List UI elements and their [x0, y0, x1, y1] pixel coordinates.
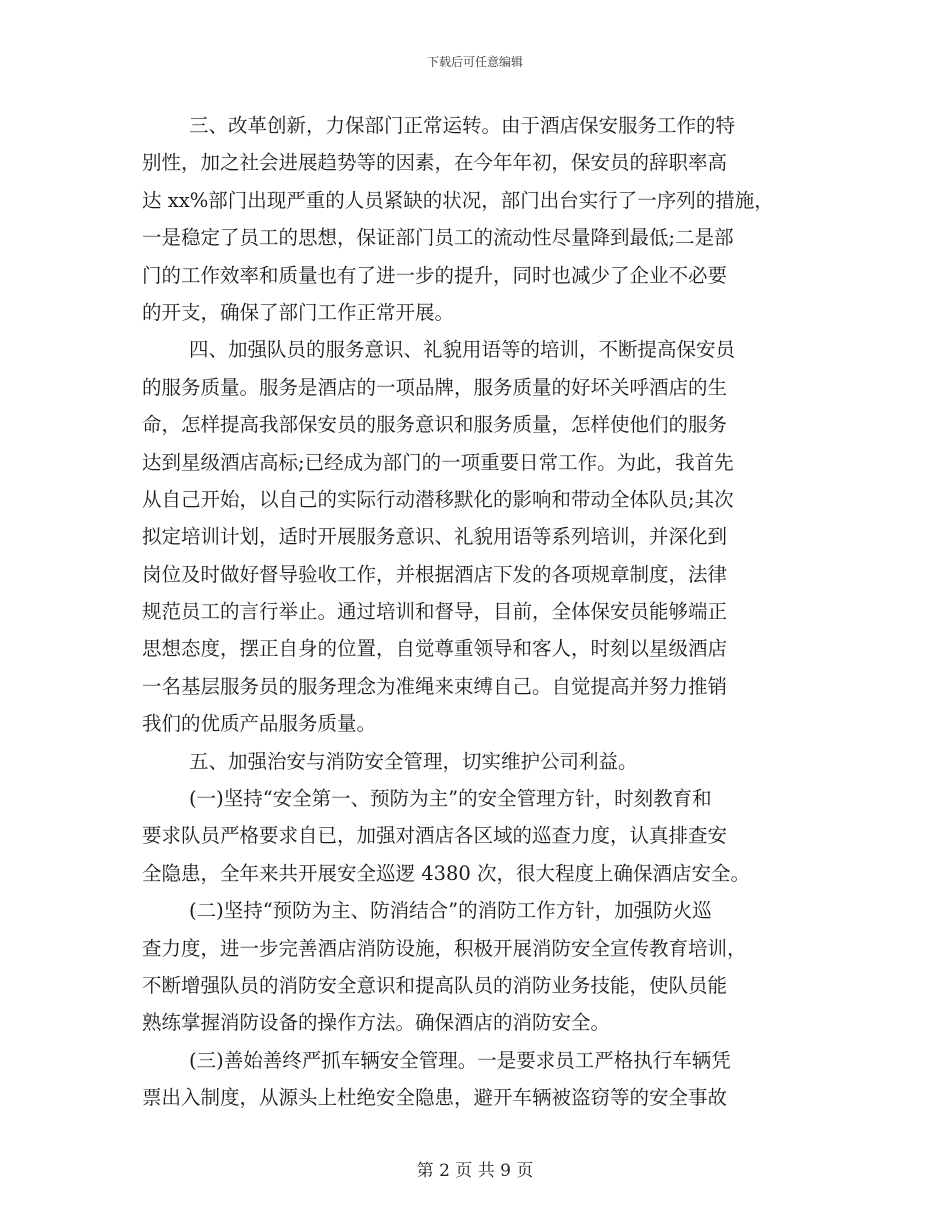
text-line: 全隐患，全年来共开展安全巡逻 4380 次，很大程度上确保酒店安全。 — [142, 861, 751, 885]
text-line: 别性，加之社会进展趋势等的因素，在今年年初，保安员的辞职率高 — [142, 151, 728, 175]
text-line: 不断增强队员的消防安全意识和提高队员的消防业务技能，使队员能 — [142, 973, 728, 997]
text-line: 岗位及时做好督导验收工作，并根据酒店下发的各项规章制度，法律 — [142, 562, 728, 586]
text-line: 门的工作效率和质量也有了进一步的提升，同时也减少了企业不必要 — [142, 263, 728, 287]
text-line: (二)坚持“预防为主、防消结合”的消防工作方针，加强防火巡 — [189, 899, 712, 923]
text-line: (三)善始善终严抓车辆安全管理。一是要求员工严格执行车辆凭 — [189, 1048, 731, 1072]
text-line: 的服务质量。服务是酒店的一项品牌，服务质量的好坏关呼酒店的生 — [142, 375, 728, 399]
page-footer: 第 2 页 共 9 页 — [416, 1161, 534, 1181]
page-header: 下载后可任意编辑 — [426, 55, 523, 69]
text-line: 查力度，进一步完善酒店消防设施，积极开展消防安全宣传教育培训， — [142, 936, 747, 960]
text-line: (一)坚持“安全第一、预防为主”的安全管理方针，时刻教育和 — [189, 787, 712, 811]
text-line: 一名基层服务员的服务理念为准绳来束缚自己。自觉提高并努力推销 — [142, 674, 728, 698]
text-line: 票出入制度，从源头上杜绝安全隐患，避开车辆被盗窃等的安全事故 — [142, 1086, 728, 1110]
text-line: 达到星级酒店高标;已经成为部门的一项重要日常工作。为此，我首先 — [142, 450, 734, 474]
text-line: 命，怎样提高我部保安员的服务意识和服务质量，怎样使他们的服务 — [142, 413, 728, 437]
text-line: 四、加强队员的服务意识、礼貌用语等的培训，不断提高保安员 — [189, 338, 736, 362]
text-line: 拟定培训计划，适时开展服务意识、礼貌用语等系列培训，并深化到 — [142, 525, 728, 549]
text-line: 规范员工的言行举止。通过培训和督导，目前，全体保安员能够端正 — [142, 600, 728, 624]
text-line: 三、改革创新，力保部门正常运转。由于酒店保安服务工作的特 — [189, 114, 736, 137]
text-line: 从自己开始，以自己的实际行动潜移默化的影响和带动全体队员;其次 — [142, 487, 734, 511]
text-line: 思想态度，摆正自身的位置，自觉尊重领导和客人，时刻以星级酒店 — [142, 637, 728, 661]
text-line: 熟练掌握消防设备的操作方法。确保酒店的消防安全。 — [142, 1011, 611, 1035]
text-line: 一是稳定了员工的思想，保证部门员工的流动性尽量降到最低;二是部 — [142, 226, 734, 250]
text-line: 达 xx%部门出现严重的人员紧缺的状况，部门出台实行了一序列的措施， — [142, 188, 774, 212]
document-body — [142, 107, 802, 1117]
text-line: 要求队员严格要求自已，加强对酒店各区域的巡查力度，认真排查安 — [142, 824, 728, 848]
text-line: 的开支，确保了部门工作正常开展。 — [142, 300, 455, 324]
text-line: 我们的优质产品服务质量。 — [142, 712, 377, 736]
text-line: 五、加强治安与消防安全管理，切实维护公司利益。 — [189, 749, 638, 773]
